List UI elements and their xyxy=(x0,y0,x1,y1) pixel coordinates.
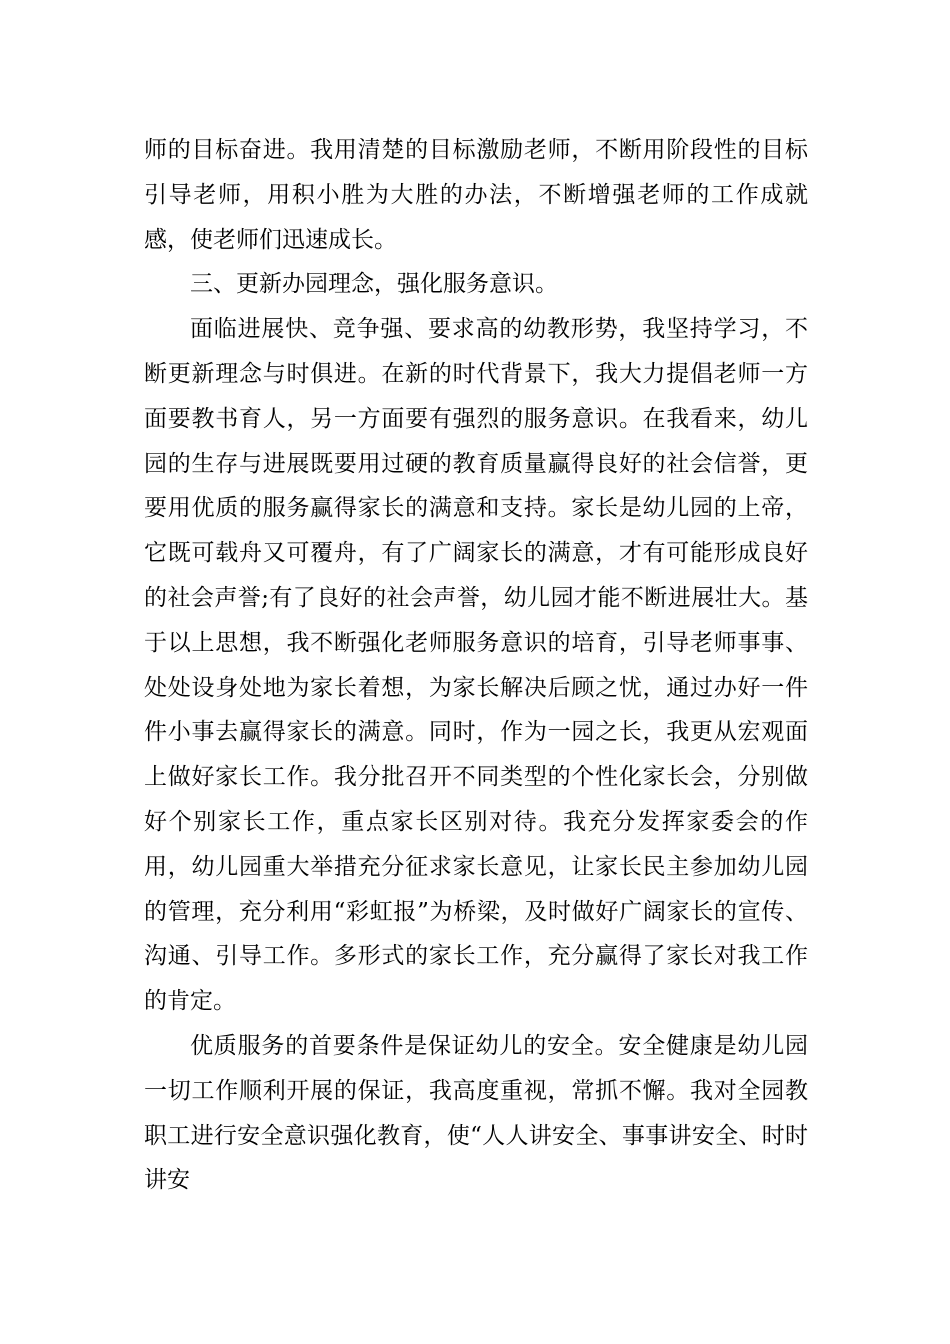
paragraph-child-safety: 优质服务的首要条件是保证幼儿的安全。安全健康是幼儿园一切工作顺利开展的保证，我高度重视，常抓不懈。我对全园教职工进行安全意识强化教育，使“人人讲安全、事事讲安全、时时讲安 xyxy=(144,1032,808,1194)
paragraph-goal-motivation: 师的目标奋进。我用清楚的目标激励老师，不断用阶段性的目标引导老师，用积小胜为大胜的办法，不断增强老师的工作成就感，使老师们迅速成长。 xyxy=(144,137,808,253)
section-heading-service-awareness: 三、更新办园理念，强化服务意识。 xyxy=(190,271,558,298)
paragraph-parent-service: 面临进展快、竞争强、要求高的幼教形势，我坚持学习，不断更新理念与时俱进。在新的时代背景下，我大力提倡老师一方面要教书育人，另一方面要有强烈的服务意识。在我看来，幼儿园的生存与进展既要用过硬的教育质量赢得良好的社会信誉，更要用优质的服务赢得家长的满意和支持。家长是幼儿园的上帝，它既可载舟又可覆舟，有了广阔家长的满意，才有可能形成良好的社会声誉;有了良好的社会声誉，幼儿园才能不断进展壮大。基于以上思想，我不断强化老师服务意识的培育，引导老师事事、处处设身处地为家长着想，为家长解决后顾之忧，通过办好一件件小事去赢得家长的满意。同时，作为一园之长，我更从宏观面上做好家长工作。我分批召开不同类型的个性化家长会，分别做好个别家长工作，重点家长区别对待。我充分发挥家委会的作用，幼儿园重大举措充分征求家长意见，让家长民主参加幼儿园的管理，充分利用“彩虹报”为桥梁，及时做好广阔家长的宣传、沟通、引导工作。多形式的家长工作，充分赢得了家长对我工作的肯定。 xyxy=(144,316,808,1015)
document-body xyxy=(144,128,808,1203)
